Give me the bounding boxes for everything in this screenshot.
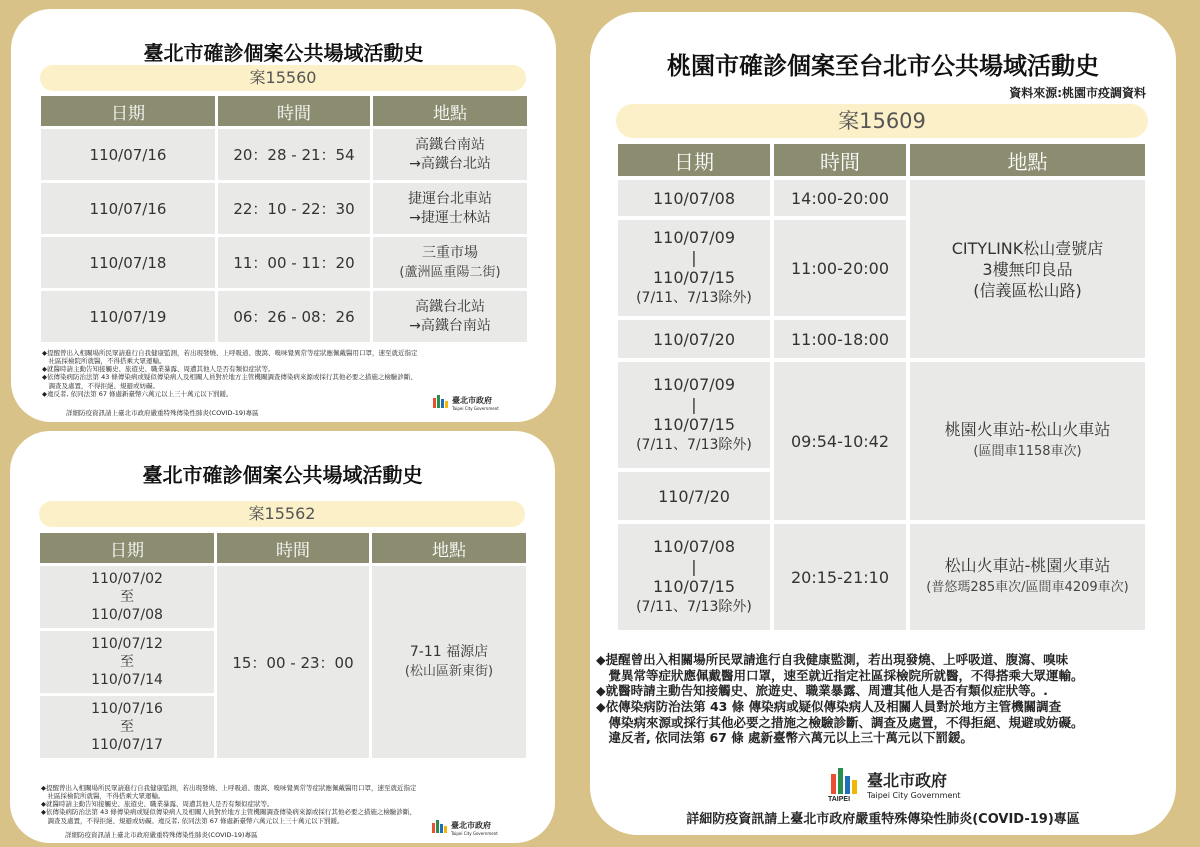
date-sep: 至 <box>120 589 134 605</box>
logo-en: Taipei City Government <box>452 406 499 411</box>
time-cell: 11：00 - 11：20 <box>218 237 370 288</box>
notice-line: ◆提醒曾出入相關場所民眾請進行自我健康監測，若出現發燒、上呼吸道、腹瀉、嗅味覺異常等症狀應佩戴醫用口罩，速至就近指定 <box>42 349 418 357</box>
card-case-15609 <box>590 12 1176 835</box>
date-note: (7/11、7/13除外) <box>636 290 752 306</box>
date-cell: 110/07/08 <box>618 180 770 216</box>
date-cell <box>40 631 214 693</box>
card-title: 臺北市確診個案公共場域活動史 <box>143 41 424 65</box>
date-cell: 110/07/20 <box>618 320 770 358</box>
card-case-15562 <box>10 431 555 843</box>
activity-table <box>38 93 530 345</box>
place-line: (蘆洲區重陽二街) <box>399 264 501 280</box>
date-to: 110/07/15 <box>652 577 736 596</box>
date-cell <box>618 220 770 316</box>
date-cell: 110/07/19 <box>41 291 215 342</box>
activity-table <box>37 530 529 761</box>
time-cell: 22：10 - 22：30 <box>218 183 370 234</box>
header-date: 日期 <box>618 144 770 176</box>
place-line: CITYLINK松山壹號店 <box>951 238 1104 258</box>
taipei-logo-icon <box>828 766 862 802</box>
notice-line: ◆就醫時請主動告知接觸史、旅遊史、職業暴露、周遭其他人是否有類似症狀等。 <box>42 365 275 374</box>
notice-line: ◆就醫時請主動告知接觸史、旅遊史、職業暴露、周遭其他人是否有類似症狀等。. <box>596 683 1048 699</box>
notice-line: ◆違反者, 依同法第 67 條處新臺幣六萬元以上三十萬元以下罰鍰。 <box>42 389 233 398</box>
place-cell <box>910 180 1145 358</box>
footer-text: 詳細防疫資訊請上臺北市政府嚴重特殊傳染性肺炎(COVID-19)專區 <box>66 409 259 417</box>
logo-cn: 臺北市政府 <box>452 396 492 405</box>
header-date: 日期 <box>40 533 214 563</box>
taipei-logo <box>431 394 499 412</box>
logo-city: TAIPEI <box>828 796 851 802</box>
date-cell: 110/07/18 <box>41 237 215 288</box>
place-cell <box>373 183 527 234</box>
notice-line: ◆就醫時請主動告知接觸史、旅遊史、職業暴露、周遭其他人是否有類似症狀等。 <box>41 800 274 809</box>
date-from: 110/07/12 <box>91 636 163 652</box>
activity-table <box>614 140 1149 634</box>
case-number: 案15560 <box>40 65 526 91</box>
header-place: 地點 <box>372 533 526 563</box>
date-to: 110/07/15 <box>652 415 736 434</box>
notice-line: 違反者, 依同法第 67 條 處新臺幣六萬元以上三十萬元以下罰鍰。 <box>596 730 974 746</box>
time-cell: 20:15-21:10 <box>774 524 906 630</box>
place-line: 桃園火車站-松山火車站 <box>944 420 1111 439</box>
header-date: 日期 <box>41 96 215 126</box>
time-cell: 06：26 - 08：26 <box>218 291 370 342</box>
table-row <box>41 237 527 288</box>
date-to: 110/07/17 <box>91 737 163 753</box>
time-cell: 15：00 - 23：00 <box>217 566 369 758</box>
place-line: 7-11 福源店 <box>409 644 489 660</box>
notice-line: ◆提醒曾出入相關場所民眾請進行自我健康監測，若出現發燒、上呼吸道、腹瀉、嗅味 <box>596 652 1069 667</box>
footer-text: 詳細防疫資訊請上臺北市政府嚴重特殊傳染性肺炎(COVID-19)專區 <box>686 812 1080 827</box>
logo-en: Taipei City Government <box>451 831 498 836</box>
table-row <box>41 129 527 180</box>
place-line: 3樓無印良品 <box>982 259 1073 279</box>
table-row <box>618 180 1145 216</box>
date-to: 110/07/14 <box>91 672 163 688</box>
time-cell: 11:00-20:00 <box>774 220 906 316</box>
footer-text: 詳細防疫資訊請上臺北市政府嚴重特殊傳染性肺炎(COVID-19)專區 <box>65 831 258 839</box>
time-cell: 20：28 - 21：54 <box>218 129 370 180</box>
date-sep: | <box>691 557 697 576</box>
notice-line: 覺異常等症狀應佩戴醫用口罩，速至就近指定社區採檢院所就醫，不得搭乘大眾運輸。 <box>596 667 1084 683</box>
logo-en: Taipei City Government <box>867 791 961 800</box>
notice-line: ◆提醒曾出入相關場所民眾請進行自我健康監測，若出現發燒、上呼吸道、腹瀉、嗅味覺異常等症狀應佩戴醫用口罩，速至就近指定 <box>41 784 417 792</box>
taipei-logo <box>828 766 961 802</box>
notice-line: ◆依傳染病防治法第 43 條傳染病或疑似傳染病人及相關人員對於地方主管機關調查傳染病來源或採行其他必要之措施之檢驗診斷、 <box>41 808 416 817</box>
date-from: 110/07/02 <box>91 571 163 587</box>
place-cell <box>373 237 527 288</box>
notice-line: 傳染病來源或採行其他必要之措施之檢驗診斷、調查及處置，不得拒絕、規避或妨礙。 <box>596 714 1084 730</box>
table-row <box>40 566 526 628</box>
table-row <box>41 183 527 234</box>
notice-line: ◆依傳染病防治法第 43 條傳染病或疑似傳染病人及相關人員對於地方主管機關調查傳染病來源或採行其他必要之措施之檢驗診斷、 <box>42 373 417 382</box>
header-time: 時間 <box>217 533 369 563</box>
case-number: 案15609 <box>616 104 1148 138</box>
notice-text <box>596 652 1172 746</box>
date-cell: 110/07/16 <box>41 129 215 180</box>
time-cell: 09:54-10:42 <box>774 362 906 520</box>
logo-cn: 臺北市政府 <box>451 821 491 830</box>
table-row <box>618 362 1145 468</box>
date-sep: 至 <box>120 654 134 670</box>
notice-line: ◆依傳染病防治法第 43 條 傳染病或疑似傳染病人及相關人員對於地方主管機關調查 <box>596 698 1062 714</box>
date-sep: | <box>691 248 697 267</box>
date-from: 110/07/09 <box>652 375 736 394</box>
date-note: (7/11、7/13除外) <box>636 437 752 453</box>
place-line: →高鐵台北站 <box>409 155 491 172</box>
date-cell <box>40 696 214 758</box>
date-note: (7/11、7/13除外) <box>636 599 752 615</box>
time-cell: 11:00-18:00 <box>774 320 906 358</box>
place-line: 三重市場 <box>422 244 478 261</box>
place-cell <box>372 566 526 758</box>
date-cell: 110/7/20 <box>618 472 770 520</box>
place-line: 捷運台北車站 <box>408 190 492 207</box>
place-line: 高鐵台北站 <box>415 298 485 315</box>
place-line: (區間車1158車次) <box>973 444 1082 459</box>
header-time: 時間 <box>218 96 370 126</box>
place-cell <box>373 291 527 342</box>
card-case-15560 <box>11 9 556 422</box>
date-to: 110/07/08 <box>91 607 163 623</box>
date-from: 110/07/16 <box>91 701 163 717</box>
place-cell <box>373 129 527 180</box>
taipei-logo-icon <box>431 394 449 412</box>
place-line: →捷運士林站 <box>409 209 491 226</box>
date-cell: 110/07/16 <box>41 183 215 234</box>
place-line: (信義區松山路) <box>973 280 1082 300</box>
data-source: 資料來源:桃園市疫調資料 <box>1009 86 1146 100</box>
date-from: 110/07/08 <box>652 537 736 556</box>
place-line: (普悠瑪285車次/區間車4209車次) <box>926 580 1129 595</box>
notice-line: 社區採檢院所就醫，不得搭乘大眾運輸。 <box>42 357 166 366</box>
date-sep: 至 <box>120 719 134 735</box>
place-cell <box>910 362 1145 520</box>
place-line: 高鐵台南站 <box>415 136 485 153</box>
notice-line: 調查及處置，不得拒絕、規避或妨礙。違反者, 依同法第 67 條處新臺幣六萬元以上三十萬元以下罰鍰。 <box>41 816 344 825</box>
taipei-logo <box>430 819 498 837</box>
notice-line: 調查及處置，不得拒絕、規避或妨礙。 <box>42 381 159 390</box>
date-cell <box>618 524 770 630</box>
header-place: 地點 <box>373 96 527 126</box>
time-cell: 14:00-20:00 <box>774 180 906 216</box>
table-row <box>618 524 1145 630</box>
date-cell <box>618 362 770 468</box>
date-to: 110/07/15 <box>652 268 736 287</box>
date-cell <box>40 566 214 628</box>
logo-cn: 臺北市政府 <box>867 771 948 790</box>
place-line: 松山火車站-桃園火車站 <box>944 556 1111 575</box>
header-place: 地點 <box>910 144 1145 176</box>
place-line: →高鐵台南站 <box>409 317 491 334</box>
place-cell <box>910 524 1145 630</box>
date-sep: | <box>691 395 697 414</box>
table-row <box>41 291 527 342</box>
place-line: (松山區新東街) <box>404 664 494 679</box>
card-title: 桃園市確診個案至台北市公共場域活動史 <box>667 52 1099 80</box>
taipei-logo-icon <box>430 819 448 837</box>
date-from: 110/07/09 <box>652 228 736 247</box>
case-number: 案15562 <box>39 501 525 527</box>
card-title: 臺北市確診個案公共場域活動史 <box>142 463 423 487</box>
notice-line: 社區採檢院所就醫，不得搭乘大眾運輸。 <box>41 792 165 801</box>
header-time: 時間 <box>774 144 906 176</box>
notice-text <box>42 349 542 398</box>
